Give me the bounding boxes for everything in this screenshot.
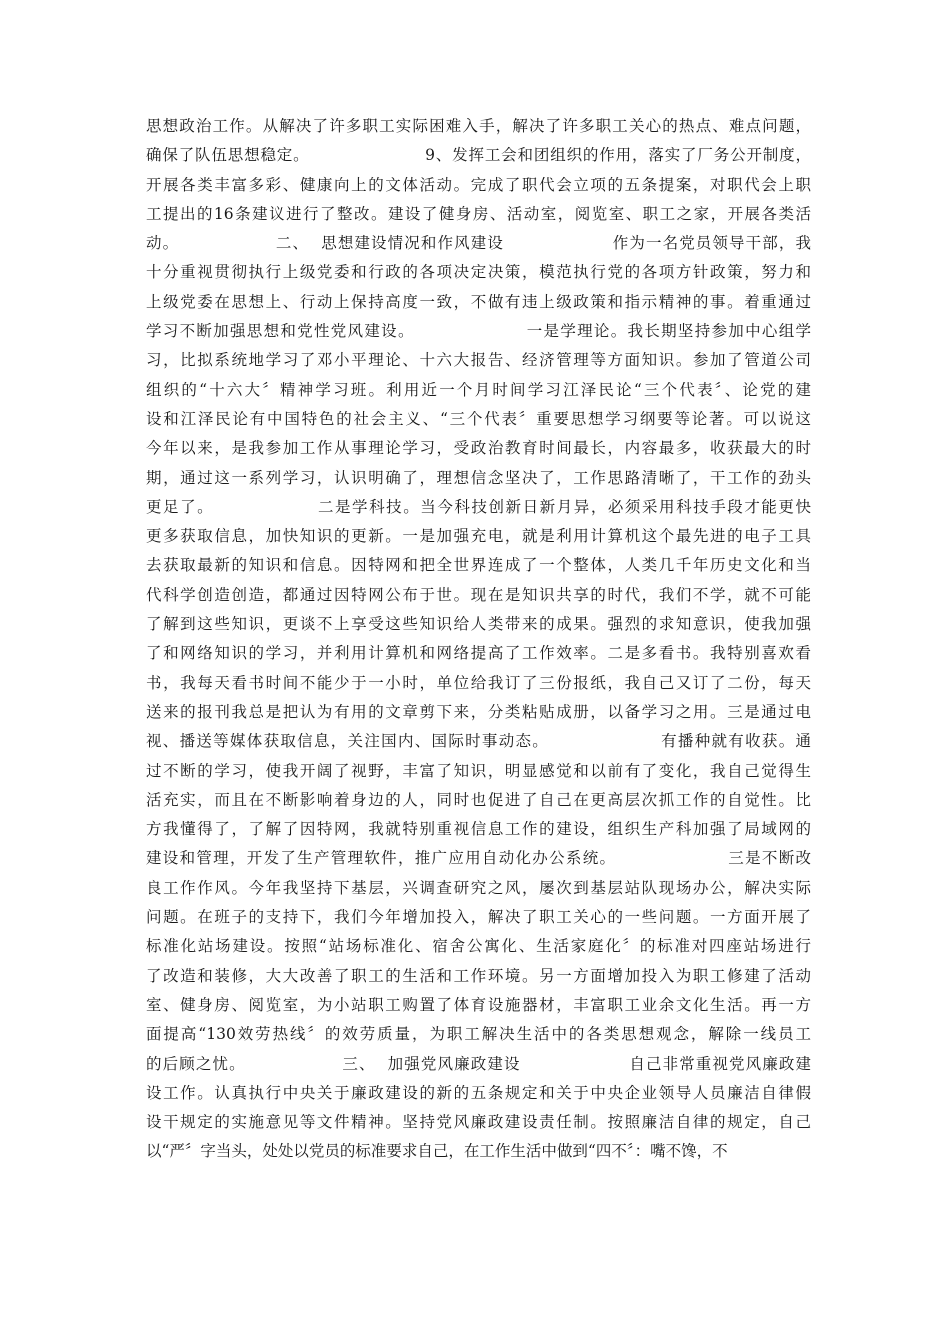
text-line: 的后顾之忧。 三、 加强党风廉政建设 自己非常重视党风廉政建 [146,1054,811,1073]
body-text [146,112,811,1167]
text-line: 代科学创造创造，都通过因特网公布于世。现在是知识共享的时代，我们不学，就不可能 [146,585,811,604]
text-line: 动。 二、 思想建设情况和作风建设 作为一名党员领导干部，我 [146,234,811,253]
text-line: 方我懂得了，了解了因特网，我就特别重视信息工作的建设，组织生产科加强了局域网的 [146,820,811,839]
text-line: 期，通过这一系列学习，认识明确了，理想信念坚决了，工作思路清晰了，干工作的劲头 [146,468,811,487]
text-line: 良工作作风。今年我坚持下基层，兴调查研究之风，屡次到基层站队现场办公，解决实际 [146,878,811,897]
text-line: 问题。在班子的支持下，我们今年增加投入，解决了职工关心的一些问题。一方面开展了 [146,908,811,927]
text-line: 去获取最新的知识和信息。因特网和把全世界连成了一个整体，人类几千年历史文化和当 [146,556,811,575]
text-line: 确保了队伍思想稳定。 9、发挥工会和团组织的作用，落实了厂务公开制度， [146,146,811,165]
text-line: 活充实，而且在不断影响着身边的人，同时也促进了自己在更高层次抓工作的自觉性。比 [146,790,811,809]
text-line: 习，比拟系统地学习了邓小平理论、十六大报告、经济管理等方面知识。参加了管道公司 [146,351,811,370]
text-line: 今年以来，是我参加工作从事理论学习，受政治教育时间最长，内容最多，收获最大的时 [146,439,811,458]
text-line: 思想政治工作。从解决了许多职工实际困难入手，解决了许多职工关心的热点、难点问题， [146,117,811,135]
text-line: 上级党委在思想上、行动上保持高度一致，不做有违上级政策和指示精神的事。着重通过 [146,292,811,311]
text-line: 工提出的16条建议进行了整改。建设了健身房、活动室，阅览室、职工之家，开展各类活 [146,204,811,223]
text-line: 标准化站场建设。按照“站场标准化、宿舍公寓化、生活家庭化〞的标准对四座站场进行 [146,937,811,956]
text-line: 建设和管理，开发了生产管理软件，推广应用自动化办公系统。 三是不断改 [146,849,811,868]
text-line: 室、健身房、阅览室，为小站职工购置了体育设施器材，丰富职工业余文化生活。再一方 [146,995,811,1014]
text-line: 开展各类丰富多彩、健康向上的文体活动。完成了职代会立项的五条提案，对职代会上职 [146,175,811,194]
text-line: 了解到这些知识，更谈不上享受这些知识给人类带来的成果。强烈的求知意识，使我加强 [146,615,811,634]
text-line: 设和江泽民论有中国特色的社会主义、“三个代表〞重要思想学习纲要等论著。可以说这 [146,409,811,428]
text-line: 视、播送等媒体获取信息，关注国内、国际时事动态。 有播种就有收获。通 [146,732,811,751]
text-line: 更多获取信息，加快知识的更新。一是加强充电，就是利用计算机这个最先进的电子工具 [146,527,811,546]
text-line: 过不断的学习，使我开阔了视野，丰富了知识，明显感觉和以前有了变化，我自己觉得生 [146,761,811,780]
text-line: 设干规定的实施意见等文件精神。坚持党风廉政建设责任制。按照廉洁自律的规定，自己 [146,1113,811,1132]
text-line: 面提高“130效劳热线〞的效劳质量，为职工解决生活中的各类思想观念，解除一线员工 [146,1025,811,1044]
text-line: 设工作。认真执行中央关于廉政建设的新的五条规定和关于中央企业领导人员廉洁自律假 [146,1083,811,1102]
text-line: 书，我每天看书时间不能少于一小时，单位给我订了三份报纸，我自己又订了二份，每天 [146,673,811,692]
text-line: 以“严〞字当头，处处以党员的标准要求自己，在工作生活中做到“四不〞：嘴不馋，不 [146,1142,728,1161]
text-line: 十分重视贯彻执行上级党委和行政的各项决定决策，模范执行党的各项方针政策，努力和 [146,263,811,282]
text-line: 了改造和装修，大大改善了职工的生活和工作环境。另一方面增加投入为职工修建了活动 [146,966,811,985]
text-line: 学习不断加强思想和党性党风建设。 一是学理论。我长期坚持参加中心组学 [146,322,811,341]
text-line: 了和网络知识的学习，并利用计算机和网络提高了工作效率。二是多看书。我特别喜欢看 [146,644,811,663]
text-line: 组织的“十六大〞精神学习班。利用近一个月时间学习江泽民论“三个代表〞、论党的建 [146,380,811,399]
text-line: 送来的报刊我总是把认为有用的文章剪下来，分类粘贴成册，以备学习之用。三是通过电 [146,702,811,721]
text-line: 更足了。 二是学科技。当今科技创新日新月异，必须采用科技手段才能更快 [146,497,811,516]
